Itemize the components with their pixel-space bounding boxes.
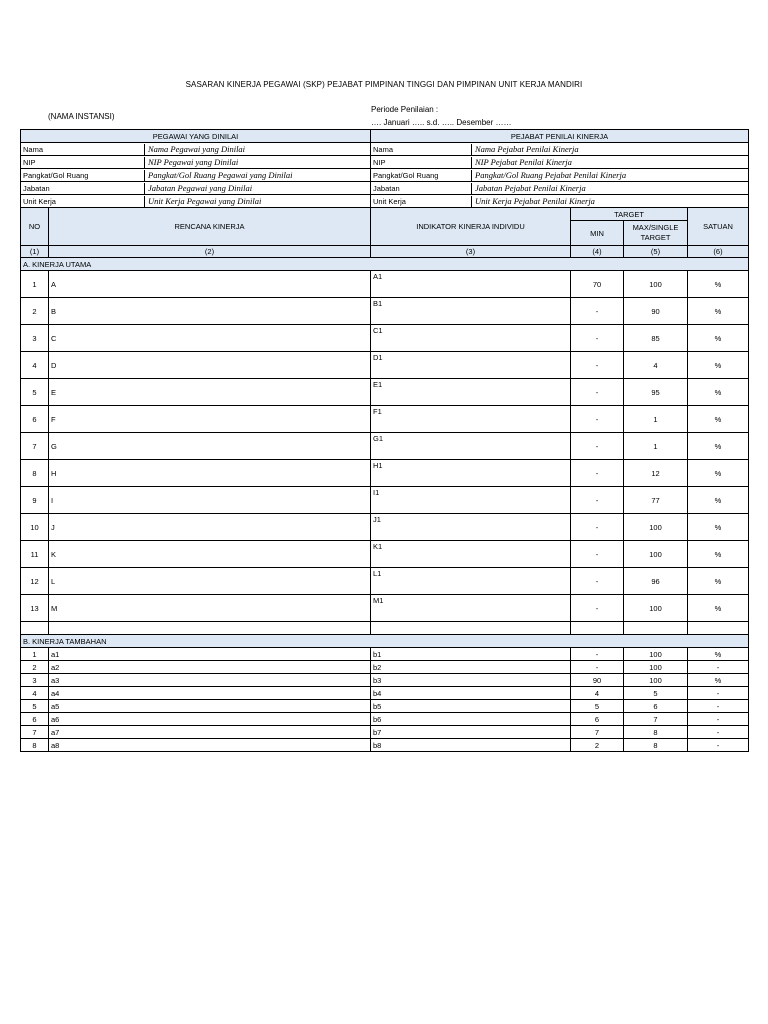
- row-satuan: %: [688, 460, 749, 487]
- row-rencana: D: [49, 352, 371, 379]
- pegawai-cell: [21, 182, 371, 195]
- row-max: 4: [624, 352, 688, 379]
- column-number: (2): [49, 246, 371, 258]
- pejabat-label: Jabatan: [371, 183, 472, 194]
- pejabat-value: Jabatan Pejabat Penilai Kinerja: [475, 182, 586, 193]
- kinerja-utama-row: [21, 541, 749, 568]
- row-rencana: I: [49, 487, 371, 514]
- row-min: 4: [571, 687, 624, 700]
- pegawai-label: NIP: [21, 157, 145, 168]
- kinerja-utama-row: [21, 433, 749, 460]
- identity-pair: [371, 157, 748, 168]
- row-satuan: -: [688, 713, 749, 726]
- row-max: 1: [624, 433, 688, 460]
- identity-row: [21, 169, 749, 182]
- row-no: 5: [21, 700, 49, 713]
- row-indikator: K1: [371, 541, 571, 568]
- row-no: 6: [21, 713, 49, 726]
- section-row: [21, 635, 749, 648]
- row-rencana: a5: [49, 700, 371, 713]
- identity-row: [21, 143, 749, 156]
- row-min: -: [571, 379, 624, 406]
- column-number: (6): [688, 246, 749, 258]
- column-number-row: [21, 246, 749, 258]
- row-max: 8: [624, 739, 688, 752]
- row-no: 10: [21, 514, 49, 541]
- col-no: NO: [21, 208, 49, 246]
- row-satuan: %: [688, 487, 749, 514]
- pegawai-value: Nama Pegawai yang Dinilai: [148, 143, 246, 154]
- pejabat-value: Unit Kerja Pejabat Penilai Kinerja: [475, 195, 595, 206]
- row-rencana: C: [49, 325, 371, 352]
- skp-table-body: [21, 130, 749, 752]
- row-rencana: M: [49, 595, 371, 622]
- periode-label: Periode Penilaian :: [371, 105, 439, 114]
- kinerja-utama-row: [21, 352, 749, 379]
- row-indikator: b4: [371, 687, 571, 700]
- kinerja-utama-row: [21, 514, 749, 541]
- pejabat-label: Nama: [371, 144, 472, 155]
- row-no: 9: [21, 487, 49, 514]
- pegawai-label: Nama: [21, 144, 145, 155]
- pegawai-label: Jabatan: [21, 183, 145, 194]
- row-min: 90: [571, 674, 624, 687]
- pegawai-cell: [21, 143, 371, 156]
- blank-cell: [571, 622, 624, 635]
- row-max: 100: [624, 648, 688, 661]
- pejabat-cell: [371, 195, 749, 208]
- pegawai-cell: [21, 156, 371, 169]
- blank-cell: [624, 622, 688, 635]
- row-indikator: b6: [371, 713, 571, 726]
- row-no: 13: [21, 595, 49, 622]
- row-no: 7: [21, 726, 49, 739]
- row-min: -: [571, 568, 624, 595]
- section-row: [21, 258, 749, 271]
- blank-cell: [371, 622, 571, 635]
- row-no: 7: [21, 433, 49, 460]
- kinerja-tambahan-row: [21, 700, 749, 713]
- pejabat-section-title: PEJABAT PENILAI KINERJA: [371, 130, 749, 143]
- row-indikator: E1: [371, 379, 571, 406]
- pegawai-value: NIP Pegawai yang Dinilai: [148, 156, 239, 167]
- pegawai-value: Unit Kerja Pegawai yang Dinilai: [148, 195, 262, 206]
- row-max: 100: [624, 271, 688, 298]
- row-max: 100: [624, 541, 688, 568]
- row-indikator: A1: [371, 271, 571, 298]
- row-satuan: %: [688, 648, 749, 661]
- row-rencana: a7: [49, 726, 371, 739]
- kinerja-utama-row: [21, 487, 749, 514]
- blank-cell: [688, 622, 749, 635]
- row-indikator: M1: [371, 595, 571, 622]
- row-rencana: B: [49, 298, 371, 325]
- row-min: -: [571, 433, 624, 460]
- row-satuan: %: [688, 541, 749, 568]
- col-satuan: SATUAN: [688, 208, 749, 246]
- row-indikator: L1: [371, 568, 571, 595]
- row-rencana: a1: [49, 648, 371, 661]
- row-max: 100: [624, 514, 688, 541]
- kinerja-tambahan-row: [21, 661, 749, 674]
- row-min: 6: [571, 713, 624, 726]
- row-no: 2: [21, 298, 49, 325]
- row-rencana: K: [49, 541, 371, 568]
- row-min: 70: [571, 271, 624, 298]
- row-no: 8: [21, 460, 49, 487]
- kinerja-tambahan-title: B. KINERJA TAMBAHAN: [21, 635, 749, 648]
- row-no: 3: [21, 674, 49, 687]
- row-satuan: %: [688, 514, 749, 541]
- row-satuan: %: [688, 568, 749, 595]
- row-satuan: -: [688, 726, 749, 739]
- row-rencana: a6: [49, 713, 371, 726]
- row-indikator: C1: [371, 325, 571, 352]
- row-indikator: b3: [371, 674, 571, 687]
- row-max: 1: [624, 406, 688, 433]
- identity-row: [21, 182, 749, 195]
- blank-cell: [49, 622, 371, 635]
- row-min: -: [571, 325, 624, 352]
- row-satuan: -: [688, 739, 749, 752]
- row-max: 100: [624, 674, 688, 687]
- kinerja-tambahan-row: [21, 687, 749, 700]
- row-max: 12: [624, 460, 688, 487]
- row-rencana: E: [49, 379, 371, 406]
- row-indikator: b1: [371, 648, 571, 661]
- row-satuan: %: [688, 674, 749, 687]
- kinerja-utama-row: [21, 298, 749, 325]
- row-no: 5: [21, 379, 49, 406]
- row-satuan: %: [688, 298, 749, 325]
- row-max: 85: [624, 325, 688, 352]
- row-min: -: [571, 661, 624, 674]
- row-no: 4: [21, 687, 49, 700]
- kinerja-tambahan-row: [21, 739, 749, 752]
- identity-pair: [371, 144, 748, 155]
- row-max: 90: [624, 298, 688, 325]
- identity-row: [21, 156, 749, 169]
- kinerja-utama-row: [21, 568, 749, 595]
- pejabat-value: Nama Pejabat Penilai Kinerja: [475, 143, 579, 154]
- row-no: 2: [21, 661, 49, 674]
- row-no: 12: [21, 568, 49, 595]
- periode-value: …. Januari ….. s.d. ….. Desember ……: [371, 118, 512, 127]
- row-rencana: a8: [49, 739, 371, 752]
- row-no: 8: [21, 739, 49, 752]
- row-min: -: [571, 541, 624, 568]
- pegawai-label: Unit Kerja: [21, 196, 145, 207]
- column-number: (3): [371, 246, 571, 258]
- identity-pair: [21, 196, 370, 207]
- identity-pair: [371, 170, 748, 181]
- col-rencana: RENCANA KINERJA: [49, 208, 371, 246]
- row-max: 7: [624, 713, 688, 726]
- row-rencana: a3: [49, 674, 371, 687]
- kinerja-tambahan-row: [21, 648, 749, 661]
- row-no: 1: [21, 271, 49, 298]
- row-no: 6: [21, 406, 49, 433]
- row-no: 11: [21, 541, 49, 568]
- identity-pair: [371, 183, 748, 194]
- kinerja-utama-row: [21, 325, 749, 352]
- kinerja-utama-title: A. KINERJA UTAMA: [21, 258, 749, 271]
- identity-pair: [371, 196, 748, 207]
- row-no: 3: [21, 325, 49, 352]
- kinerja-utama-row: [21, 406, 749, 433]
- row-satuan: %: [688, 595, 749, 622]
- row-min: -: [571, 648, 624, 661]
- row-rencana: J: [49, 514, 371, 541]
- row-min: -: [571, 352, 624, 379]
- row-indikator: b5: [371, 700, 571, 713]
- row-indikator: J1: [371, 514, 571, 541]
- document-title: SASARAN KINERJA PEGAWAI (SKP) PEJABAT PIMPINAN TINGGI DAN PIMPINAN UNIT KERJA MANDIRI: [185, 80, 583, 89]
- kinerja-utama-row: [21, 595, 749, 622]
- row-satuan: %: [688, 271, 749, 298]
- col-min: MIN: [571, 221, 624, 246]
- skp-table: [20, 129, 749, 752]
- blank-row: [21, 622, 749, 635]
- pejabat-label: Pangkat/Gol Ruang: [371, 170, 472, 181]
- col-target: TARGET: [571, 208, 688, 221]
- row-satuan: %: [688, 406, 749, 433]
- row-indikator: I1: [371, 487, 571, 514]
- row-rencana: L: [49, 568, 371, 595]
- pejabat-label: NIP: [371, 157, 472, 168]
- pejabat-value: Pangkat/Gol Ruang Pejabat Penilai Kinerja: [475, 169, 627, 180]
- kinerja-tambahan-row: [21, 713, 749, 726]
- row-indikator: H1: [371, 460, 571, 487]
- nama-instansi: (NAMA INSTANSI): [48, 112, 115, 121]
- pegawai-value: Jabatan Pegawai yang Dinilai: [148, 182, 253, 193]
- pejabat-cell: [371, 143, 749, 156]
- row-min: -: [571, 298, 624, 325]
- row-satuan: -: [688, 661, 749, 674]
- pegawai-value: Pangkat/Gol Ruang Pegawai yang Dinilai: [148, 169, 293, 180]
- row-rencana: G: [49, 433, 371, 460]
- row-no: 1: [21, 648, 49, 661]
- row-indikator: B1: [371, 298, 571, 325]
- row-rencana: A: [49, 271, 371, 298]
- row-min: -: [571, 406, 624, 433]
- row-rencana: F: [49, 406, 371, 433]
- column-number: (1): [21, 246, 49, 258]
- row-max: 77: [624, 487, 688, 514]
- row-rencana: H: [49, 460, 371, 487]
- pejabat-cell: [371, 182, 749, 195]
- row-indikator: D1: [371, 352, 571, 379]
- row-min: -: [571, 595, 624, 622]
- row-min: 2: [571, 739, 624, 752]
- row-indikator: b8: [371, 739, 571, 752]
- row-max: 6: [624, 700, 688, 713]
- column-number: (5): [624, 246, 688, 258]
- identity-pair: [21, 144, 370, 155]
- kinerja-utama-row: [21, 460, 749, 487]
- row-indikator: b7: [371, 726, 571, 739]
- row-satuan: %: [688, 325, 749, 352]
- row-indikator: G1: [371, 433, 571, 460]
- row-min: -: [571, 460, 624, 487]
- row-max: 95: [624, 379, 688, 406]
- blank-cell: [21, 622, 49, 635]
- row-min: -: [571, 487, 624, 514]
- kinerja-utama-row: [21, 379, 749, 406]
- row-max: 8: [624, 726, 688, 739]
- row-min: 7: [571, 726, 624, 739]
- pejabat-value: NIP Pejabat Penilai Kinerja: [475, 156, 572, 167]
- row-satuan: %: [688, 379, 749, 406]
- pegawai-label: Pangkat/Gol Ruang: [21, 170, 145, 181]
- row-rencana: a2: [49, 661, 371, 674]
- kinerja-utama-row: [21, 271, 749, 298]
- identity-pair: [21, 170, 370, 181]
- column-number: (4): [571, 246, 624, 258]
- kinerja-tambahan-row: [21, 726, 749, 739]
- identity-pair: [21, 183, 370, 194]
- row-min: -: [571, 514, 624, 541]
- row-indikator: F1: [371, 406, 571, 433]
- row-satuan: -: [688, 700, 749, 713]
- row-satuan: %: [688, 433, 749, 460]
- kinerja-tambahan-row: [21, 674, 749, 687]
- row-max: 96: [624, 568, 688, 595]
- column-header-row: [21, 208, 749, 221]
- pegawai-cell: [21, 195, 371, 208]
- pejabat-cell: [371, 156, 749, 169]
- row-indikator: b2: [371, 661, 571, 674]
- pegawai-section-title: PEGAWAI YANG DINILAI: [21, 130, 371, 143]
- row-max: 100: [624, 595, 688, 622]
- row-max: 100: [624, 661, 688, 674]
- row-no: 4: [21, 352, 49, 379]
- row-max: 5: [624, 687, 688, 700]
- row-satuan: -: [688, 687, 749, 700]
- identity-pair: [21, 157, 370, 168]
- pegawai-cell: [21, 169, 371, 182]
- col-max: MAX/SINGLE TARGET: [624, 221, 688, 246]
- pejabat-cell: [371, 169, 749, 182]
- row-min: 5: [571, 700, 624, 713]
- row-rencana: a4: [49, 687, 371, 700]
- identity-row: [21, 195, 749, 208]
- pejabat-label: Unit Kerja: [371, 196, 472, 207]
- row-satuan: %: [688, 352, 749, 379]
- col-indikator: INDIKATOR KINERJA INDIVIDU: [371, 208, 571, 246]
